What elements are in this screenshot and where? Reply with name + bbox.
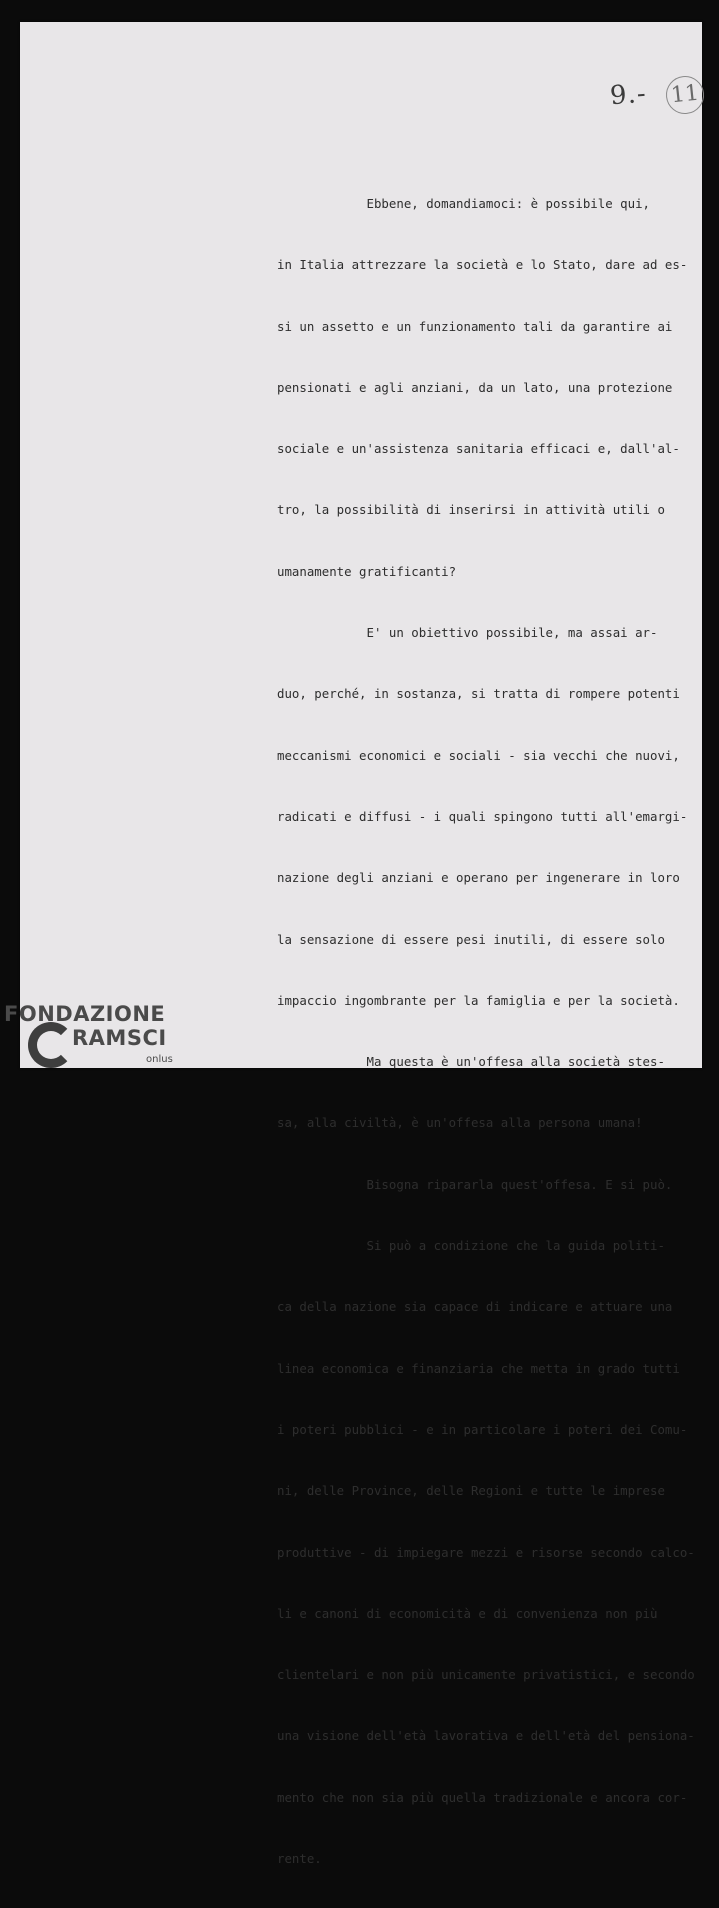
- handwritten-page-number: 9.-: [608, 78, 648, 112]
- document-page: [20, 22, 702, 1867]
- text-line: Ebbene, domandiamoci: è possibile qui,: [277, 196, 650, 211]
- text-line: pensionati e agli anziani, da un lato, una protezione: [277, 379, 673, 395]
- text-line: rente.: [277, 1851, 322, 1867]
- text-line: tro, la possibilità di inserirsi in attività utili o: [277, 502, 665, 518]
- text-line: li e canoni di economicità e di convenienza non più: [277, 1605, 658, 1621]
- watermark-logo: [0, 1000, 190, 1080]
- watermark-line3: onlus: [146, 1054, 173, 1065]
- text-line: meccanismi economici e sociali - sia vecchi che nuovi,: [277, 747, 680, 763]
- text-line: impaccio ingombrante per la famiglia e per la società.: [277, 992, 680, 1008]
- text-line: Ma questa è un'offesa alla società stes-: [277, 1054, 665, 1070]
- typewritten-text-body: [277, 162, 695, 1908]
- text-line: una visione dell'età lavorativa e dell'età del pensiona-: [277, 1728, 695, 1744]
- text-line: radicati e diffusi - i quali spingono tutti all'emargi-: [277, 808, 688, 824]
- text-line: in Italia attrezzare la società e lo Stato, dare ad es-: [277, 257, 688, 273]
- text-line: linea economica e finanziaria che metta in grado tutti: [277, 1360, 680, 1376]
- text-line: la sensazione di essere pesi inutili, di essere solo: [277, 931, 665, 947]
- text-line: nazione degli anziani e operano per ingenerare in loro: [277, 870, 680, 886]
- text-line: Bisogna ripararla quest'offesa. E si può.: [277, 1176, 673, 1192]
- watermark-line1: FONDAZIONE: [4, 1002, 166, 1026]
- text-line: ca della nazione sia capace di indicare e attuare una: [277, 1299, 673, 1315]
- text-line: duo, perché, in sostanza, si tratta di rompere potenti: [277, 686, 680, 702]
- text-line: produttive - di impiegare mezzi e risorse secondo calco-: [277, 1544, 695, 1560]
- circled-archive-number: 11: [664, 74, 706, 116]
- logo-g-ring-icon: [28, 1022, 74, 1068]
- text-line: si un assetto e un funzionamento tali da garantire ai: [277, 318, 673, 334]
- text-line: Si può a condizione che la guida politi-: [277, 1238, 665, 1254]
- text-line: sociale e un'assistenza sanitaria efficaci e, dall'al-: [277, 441, 680, 457]
- text-line: sa, alla civiltà, è un'offesa alla persona umana!: [277, 1115, 643, 1131]
- text-line: umanamente gratificanti?: [277, 563, 457, 579]
- text-line: mento che non sia più quella tradizionale e ancora cor-: [277, 1789, 688, 1805]
- text-line: ni, delle Province, delle Regioni e tutte le imprese: [277, 1483, 665, 1499]
- text-line: E' un obiettivo possibile, ma assai ar-: [277, 625, 658, 641]
- text-line: i poteri pubblici - e in particolare i poteri dei Comu-: [277, 1421, 688, 1437]
- text-line: clientelari e non più unicamente privatistici, e secondo: [277, 1667, 695, 1683]
- watermark-line2: RAMSCI: [72, 1026, 167, 1050]
